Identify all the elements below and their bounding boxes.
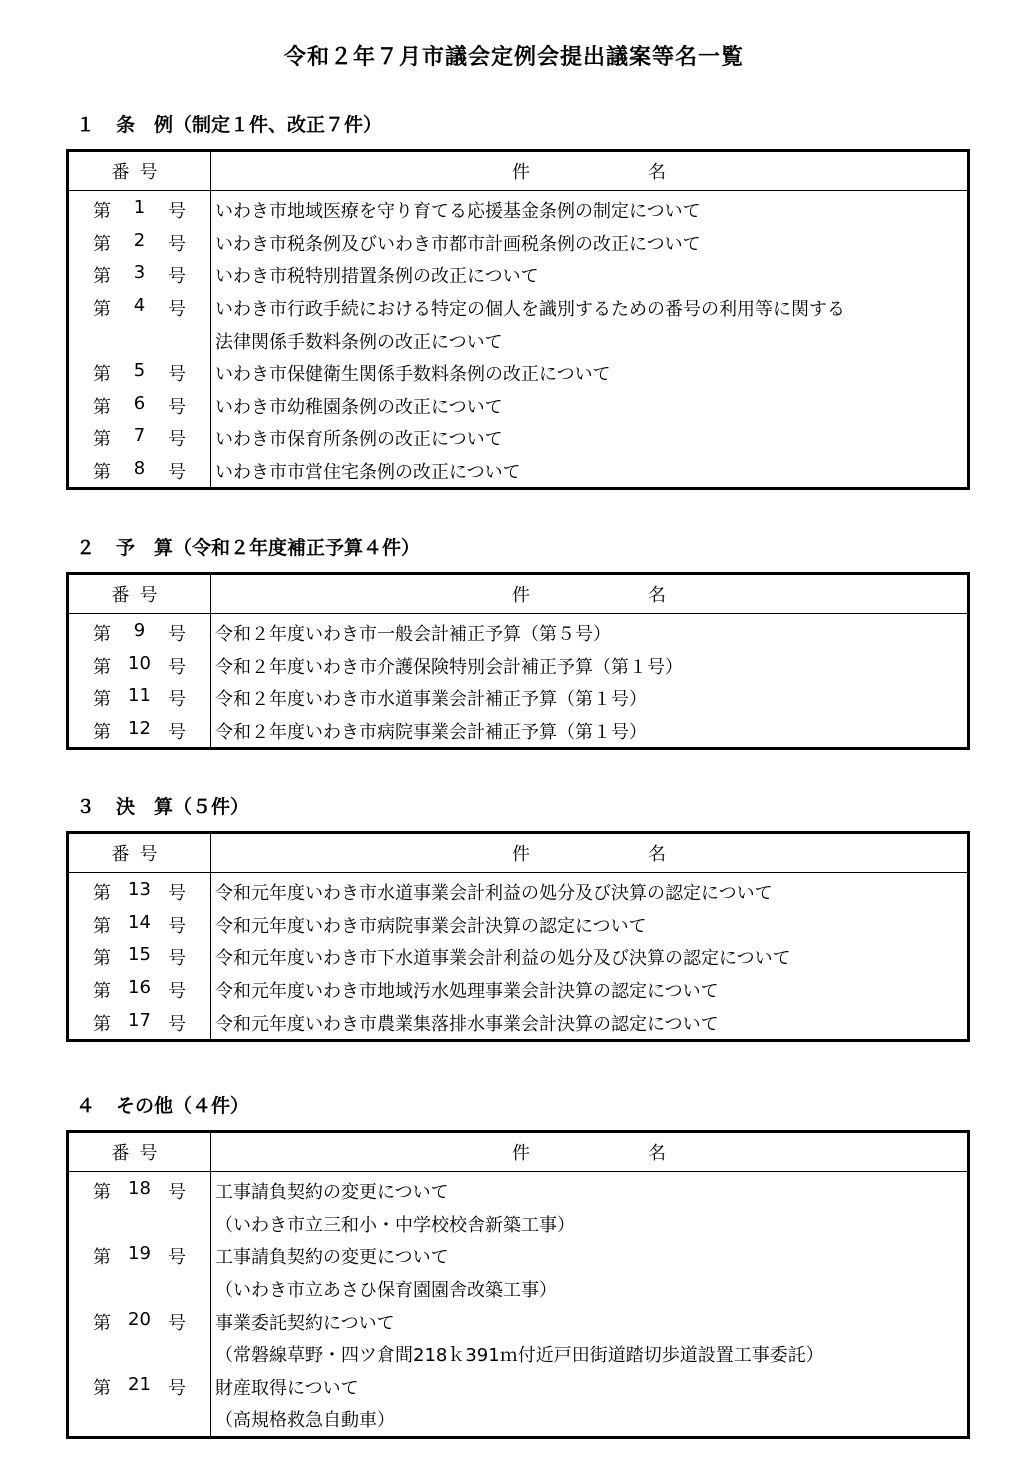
table-row: [68, 227, 969, 260]
bill-number-suffix: 号: [167, 429, 186, 451]
bill-number-cell: [68, 422, 211, 455]
bill-title: いわき市市営住宅条例の改正について: [215, 462, 521, 484]
section-other: [66, 1093, 970, 1439]
bill-title: 令和２年度いわき市介護保険特別会計補正予算（第１号）: [215, 656, 683, 678]
bill-number-prefix: 第: [93, 656, 111, 678]
column-header-number: 番号: [68, 1132, 211, 1172]
section-heading: [66, 535, 970, 561]
section-heading: [66, 794, 970, 820]
bill-number: 9: [133, 620, 146, 642]
bill-number-prefix: 第: [93, 1247, 111, 1269]
bill-number: 4: [133, 295, 146, 317]
bill-number-suffix: 号: [167, 233, 186, 255]
table-row: [68, 1240, 969, 1273]
bill-number: 19: [128, 1243, 151, 1265]
section-number: ３: [76, 796, 96, 818]
bill-table-body: [68, 1172, 969, 1438]
column-header-name: 件名: [211, 1132, 969, 1172]
table-row: [68, 191, 969, 227]
bill-number-suffix: 号: [167, 396, 186, 418]
bill-number-suffix: 号: [167, 462, 186, 484]
bill-title: 令和元年度いわき市水道事業会計利益の処分及び決算の認定について: [215, 883, 773, 905]
table-row: [68, 682, 969, 715]
table-row: [68, 1273, 969, 1306]
bill-number: 18: [128, 1178, 151, 1200]
column-header-number: 番号: [68, 151, 211, 191]
bill-number: 16: [128, 977, 151, 999]
bill-number-suffix: 号: [167, 266, 186, 288]
bill-number-prefix: 第: [93, 462, 111, 484]
bill-title: 令和２年度いわき市水道事業会計補正予算（第１号）: [215, 689, 647, 711]
bill-title: いわき市行政手続における特定の個人を識別するための番号の利用等に関する: [215, 299, 845, 321]
table-row: [68, 1305, 969, 1338]
table-row: [68, 909, 969, 942]
bill-title: （いわき市立あさひ保育園園舎改築工事）: [215, 1280, 557, 1302]
bill-number-cell: [68, 227, 211, 260]
column-header-number: 番号: [68, 833, 211, 873]
bill-number-suffix: 号: [167, 364, 186, 386]
bill-number-suffix: 号: [168, 1312, 186, 1334]
section-title: その他（４件）: [116, 1095, 250, 1117]
section-number: ２: [76, 537, 96, 559]
bill-number: 6: [133, 392, 146, 414]
bill-number: 14: [128, 911, 151, 933]
bill-table: [66, 1130, 970, 1439]
table-row: [68, 390, 969, 423]
bill-number-cell: [68, 1338, 211, 1371]
bill-number-cell: [68, 390, 211, 423]
table-row: [68, 1172, 969, 1208]
bill-number: 5: [133, 360, 146, 382]
table-row: [68, 715, 969, 749]
bill-number: 3: [133, 262, 146, 284]
bill-title: （高規格救急自動車）: [215, 1410, 395, 1432]
bill-title: 令和２年度いわき市病院事業会計補正予算（第１号）: [215, 722, 647, 744]
bill-number-suffix: 号: [168, 1013, 186, 1035]
table-row: [68, 1006, 969, 1040]
bill-number-cell: [68, 909, 211, 942]
bill-number-cell: [68, 357, 211, 390]
table-row: [68, 422, 969, 455]
bill-number: 10: [128, 652, 151, 674]
table-row: [68, 1371, 969, 1404]
column-header-name: 件名: [211, 574, 969, 614]
bill-number-prefix: 第: [93, 1182, 111, 1204]
bill-number-suffix: 号: [167, 624, 186, 646]
bill-number-suffix: 号: [168, 883, 186, 905]
bill-number-prefix: 第: [93, 1013, 111, 1035]
bill-number: 21: [128, 1373, 151, 1395]
bill-number-prefix: 第: [93, 883, 111, 905]
table-row: [68, 941, 969, 974]
table-row: [68, 1403, 969, 1437]
bill-number-cell: [68, 715, 211, 749]
bill-number-prefix: 第: [93, 201, 111, 223]
bill-number-suffix: 号: [168, 1377, 186, 1399]
bill-title: いわき市保育所条例の改正について: [215, 429, 503, 451]
document-title: 令和２年７月市議会定例会提出議案等名一覧: [283, 45, 744, 70]
table-row: [68, 455, 969, 489]
bill-number-cell: [68, 1403, 211, 1437]
bill-title: 法律関係手数料条例の改正について: [215, 331, 503, 353]
bill-number-prefix: 第: [93, 364, 111, 386]
table-row: [68, 873, 969, 909]
bill-title: 令和元年度いわき市農業集落排水事業会計決算の認定について: [215, 1013, 719, 1035]
bill-number-prefix: 第: [93, 624, 111, 646]
bill-title: 令和元年度いわき市下水道事業会計利益の処分及び決算の認定について: [215, 948, 791, 970]
bill-number-cell: [68, 1006, 211, 1040]
bill-number-cell: [68, 1305, 211, 1338]
bill-number-suffix: 号: [168, 656, 186, 678]
section-title: 条 例（制定１件、改正７件）: [116, 114, 383, 136]
bill-number-prefix: 第: [93, 1312, 111, 1334]
bill-title: 財産取得について: [215, 1377, 359, 1399]
bill-table: [66, 831, 970, 1042]
column-header-name: 件名: [211, 151, 969, 191]
bill-title: いわき市税特別措置条例の改正について: [215, 266, 539, 288]
bill-title: いわき市幼稚園条例の改正について: [215, 396, 503, 418]
bill-number-cell: [68, 974, 211, 1007]
bill-number: 2: [133, 229, 146, 251]
bill-number: 7: [133, 425, 146, 447]
bill-table-body: [68, 873, 969, 1041]
bill-number-suffix: 号: [168, 1182, 186, 1204]
bill-number: 11: [128, 685, 151, 707]
section-number: １: [76, 114, 96, 136]
bill-number-cell: [68, 650, 211, 683]
column-header-number: 番号: [68, 574, 211, 614]
bill-table-body: [68, 191, 969, 489]
section-title: 決 算（５件）: [116, 796, 250, 818]
column-header-name: 件名: [211, 833, 969, 873]
bill-number: 13: [128, 879, 151, 901]
bill-title: （常磐線草野・四ツ倉間218ｋ391ｍ付近戸田街道踏切歩道設置工事委託）: [215, 1345, 824, 1367]
bill-number-cell: [68, 1371, 211, 1404]
bill-number: 1: [133, 197, 146, 219]
table-row: [68, 357, 969, 390]
table-row: [68, 1338, 969, 1371]
bill-number-prefix: 第: [93, 396, 111, 418]
bill-number-cell: [68, 259, 211, 292]
bill-number-cell: [68, 455, 211, 489]
bill-number-prefix: 第: [93, 299, 111, 321]
bill-number-cell: [68, 1172, 211, 1208]
section-heading: [66, 1093, 970, 1119]
bill-number-suffix: 号: [168, 722, 186, 744]
bill-table: [66, 572, 970, 750]
table-row: [68, 614, 969, 650]
bill-number-cell: [68, 614, 211, 650]
bill-number-cell: [68, 682, 211, 715]
bill-title: 令和元年度いわき市地域汚水処理事業会計決算の認定について: [215, 981, 719, 1003]
bill-title: いわき市地域医療を守り育てる応援基金条例の制定について: [215, 201, 701, 223]
bill-number-prefix: 第: [93, 722, 111, 744]
bill-number-cell: [68, 1273, 211, 1306]
bill-number-prefix: 第: [93, 429, 111, 451]
section-heading: [66, 112, 970, 138]
bill-title: 工事請負契約の変更について: [215, 1247, 449, 1269]
bill-number: 8: [133, 458, 146, 480]
bill-number-cell: [68, 1240, 211, 1273]
bill-table-body: [68, 614, 969, 749]
bill-number-prefix: 第: [93, 948, 111, 970]
table-row: [68, 324, 969, 357]
bill-number-cell: [68, 1208, 211, 1241]
section-number: ４: [76, 1095, 96, 1117]
bill-number-prefix: 第: [93, 981, 111, 1003]
bill-title: いわき市保健衛生関係手数料条例の改正について: [215, 364, 611, 386]
bill-number-cell: [68, 191, 211, 227]
section-title: 予 算（令和２年度補正予算４件）: [116, 537, 421, 559]
bill-number: 12: [128, 718, 151, 740]
table-row: [68, 1208, 969, 1241]
bill-table: [66, 149, 970, 490]
section-settlement: [66, 794, 970, 1042]
section-budget: [66, 535, 970, 750]
bill-title: 令和元年度いわき市病院事業会計決算の認定について: [215, 915, 647, 937]
table-row: [68, 650, 969, 683]
bill-number-suffix: 号: [167, 201, 186, 223]
bill-number-suffix: 号: [168, 948, 186, 970]
bill-number-suffix: 号: [167, 299, 186, 321]
bill-number-prefix: 第: [93, 233, 111, 255]
bill-number-cell: [68, 873, 211, 909]
bill-number-prefix: 第: [93, 266, 111, 288]
bill-number-suffix: 号: [168, 915, 186, 937]
bill-number-prefix: 第: [93, 1377, 111, 1399]
table-row: [68, 259, 969, 292]
bill-number-cell: [68, 324, 211, 357]
bill-number: 20: [128, 1308, 151, 1330]
bill-number-suffix: 号: [168, 689, 186, 711]
bill-number-prefix: 第: [93, 915, 111, 937]
bill-number-suffix: 号: [168, 981, 186, 1003]
bill-title: 工事請負契約の変更について: [215, 1182, 449, 1204]
bill-number-prefix: 第: [93, 689, 111, 711]
bill-number: 15: [128, 944, 151, 966]
bill-number-cell: [68, 941, 211, 974]
table-row: [68, 974, 969, 1007]
bill-title: 令和２年度いわき市一般会計補正予算（第５号）: [215, 624, 611, 646]
bill-title: 事業委託契約について: [215, 1312, 395, 1334]
bill-title: （いわき市立三和小・中学校校舎新築工事）: [215, 1214, 575, 1236]
bill-number-cell: [68, 292, 211, 325]
bill-number-suffix: 号: [168, 1247, 186, 1269]
table-row: [68, 292, 969, 325]
bill-number: 17: [128, 1009, 151, 1031]
section-ordinances: [66, 112, 970, 490]
bill-title: いわき市税条例及びいわき市都市計画税条例の改正について: [215, 233, 701, 255]
